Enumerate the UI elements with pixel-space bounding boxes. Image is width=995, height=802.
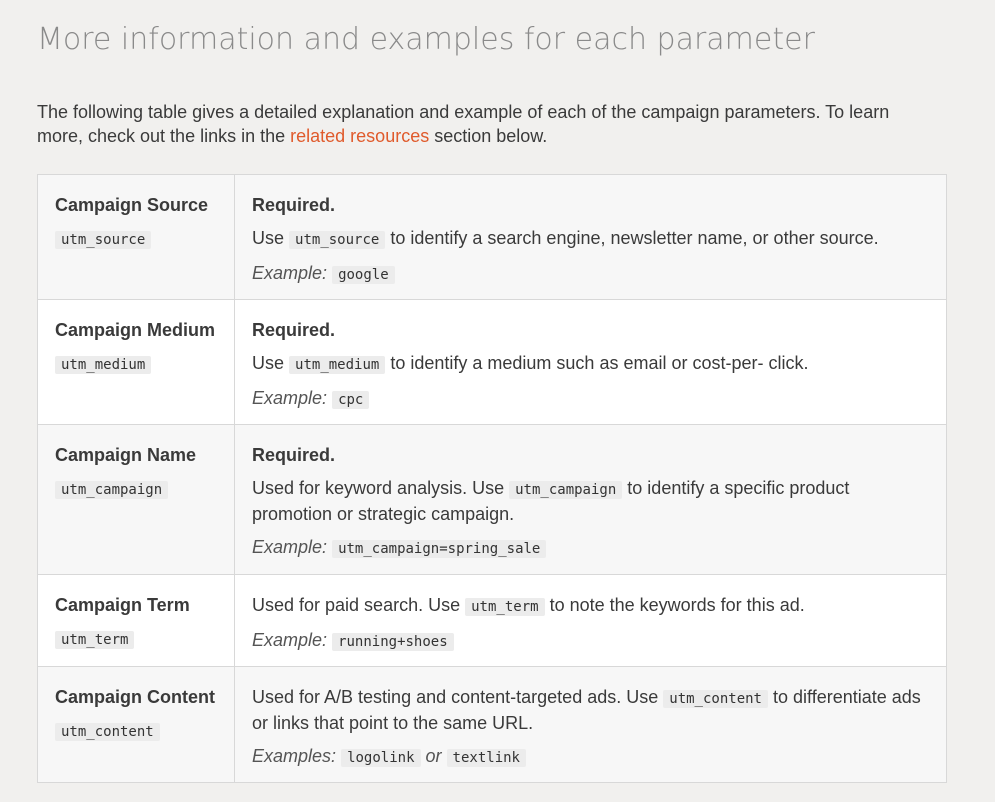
description-text: Used for paid search. Use — [252, 595, 461, 615]
param-description-cell — [235, 575, 947, 667]
param-name-cell — [38, 575, 235, 667]
table-row — [38, 300, 947, 425]
example-label: Example: — [252, 630, 328, 650]
description-text: Use — [252, 353, 285, 373]
description-text: Used for A/B testing and content-targeted ads. Use — [252, 687, 659, 707]
param-description-cell — [235, 175, 947, 300]
example-label: Example: — [252, 537, 328, 557]
example-line — [252, 744, 929, 770]
example-line — [252, 261, 929, 287]
example-code: logolink — [341, 749, 420, 767]
example-line — [252, 628, 929, 654]
param-description — [252, 593, 929, 619]
required-label: Required. — [252, 195, 336, 215]
param-name: Campaign Term — [55, 595, 190, 615]
param-name: Campaign Content — [55, 687, 215, 707]
example-label: Example: — [252, 388, 328, 408]
table-row — [38, 425, 947, 575]
param-description-cell — [235, 425, 947, 575]
intro-paragraph — [37, 100, 937, 148]
related-resources-link[interactable]: related resources — [290, 126, 430, 146]
intro-text-after: section below. — [434, 126, 548, 146]
param-description — [252, 476, 929, 526]
table-row — [38, 575, 947, 667]
required-label: Required. — [252, 445, 336, 465]
param-name: Campaign Source — [55, 195, 209, 215]
inline-code: utm_content — [663, 690, 768, 708]
example-or: or — [425, 746, 442, 766]
example-line — [252, 386, 929, 412]
example-label: Examples: — [252, 746, 337, 766]
table-row — [38, 175, 947, 300]
description-text: Used for keyword analysis. Use — [252, 478, 505, 498]
param-name: Campaign Name — [55, 445, 197, 465]
description-text: to differentiate ads or links that point to the same URL. — [252, 687, 921, 733]
example-code: running+shoes — [332, 633, 454, 651]
example-code: textlink — [447, 749, 526, 767]
inline-code: utm_source — [289, 231, 385, 249]
inline-code: utm_campaign — [509, 481, 622, 499]
description-text: to identify a search engine, newsletter name, or other source. — [390, 228, 879, 248]
parameters-table — [37, 174, 947, 783]
param-name-cell — [38, 425, 235, 575]
description-text: to note the keywords for this ad. — [549, 595, 805, 615]
required-label: Required. — [252, 320, 336, 340]
param-description — [252, 226, 929, 252]
param-description-cell — [235, 300, 947, 425]
example-code: google — [332, 266, 395, 284]
param-code: utm_campaign — [55, 481, 168, 499]
inline-code: utm_term — [465, 598, 544, 616]
param-code: utm_source — [55, 231, 151, 249]
param-name-cell — [38, 175, 235, 300]
description-text: Use — [252, 228, 285, 248]
param-name-cell — [38, 667, 235, 783]
table-row — [38, 667, 947, 783]
param-name: Campaign Medium — [55, 320, 216, 340]
example-code: utm_campaign=spring_sale — [332, 540, 546, 558]
param-description — [252, 685, 929, 735]
description-text: to identify a medium such as email or cost-per- click. — [390, 353, 809, 373]
param-name-cell — [38, 300, 235, 425]
intro-text-before: The following table gives a detailed explanation and example of each of the campaign parameters. To learn more, check out the links in the — [37, 102, 890, 146]
param-code: utm_medium — [55, 356, 151, 374]
description-text: to identify a specific product promotion or strategic campaign. — [252, 478, 850, 524]
example-code: cpc — [332, 391, 369, 409]
param-code: utm_content — [55, 723, 160, 741]
param-description — [252, 351, 929, 377]
example-line — [252, 535, 929, 561]
inline-code: utm_medium — [289, 356, 385, 374]
param-code: utm_term — [55, 631, 134, 649]
section-heading: More information and examples for each parameter — [37, 22, 815, 57]
param-description-cell — [235, 667, 947, 783]
example-label: Example: — [252, 263, 328, 283]
